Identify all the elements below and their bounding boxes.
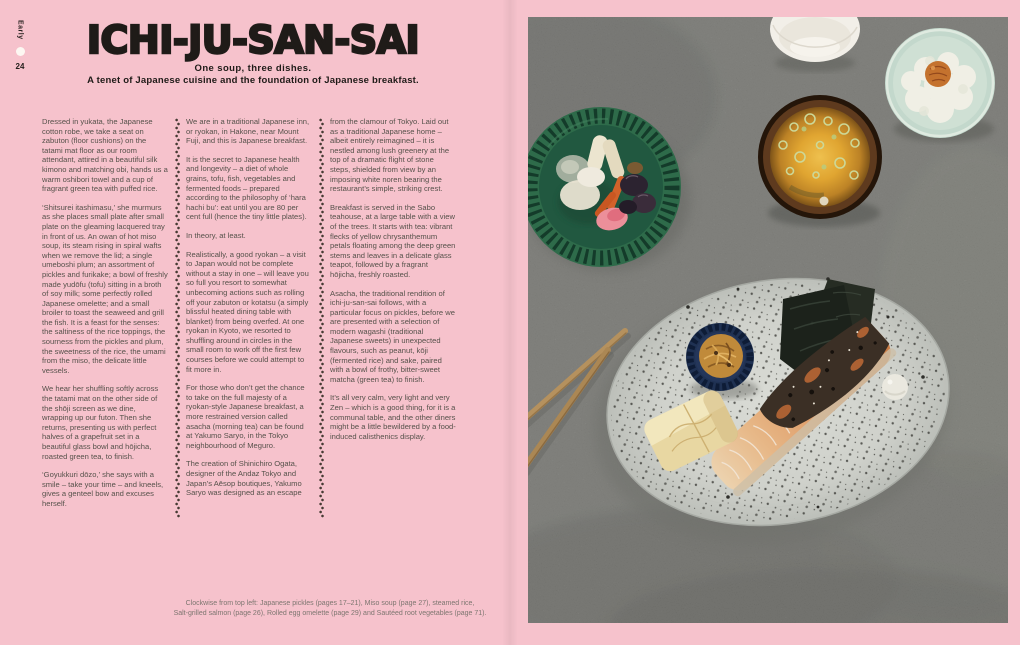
section-dot-icon [16,47,25,56]
caption-line-2: Salt-grilled salmon (page 26), Rolled egg omelette (page 29) and Sautéed root vegetables (page 71). [173,610,487,617]
paragraph: Asacha, the traditional rendition of ichi-ju-san-sai follows, with a particular focus on pickles, before we are presented with a selection of modern wagashi (traditional Japanese sweets) in unexpected flavours, such as peanut, kōji (fermented rice) and sake, paired with a bowl of frothy, bitter-sweet matcha (green tea) to finish. [330,288,455,384]
paragraph: We are in a traditional Japanese inn, or ryokan, in Hakone, near Mount Fuji, and this is Japanese breakfast. [186,117,310,146]
body-text [42,117,456,518]
paragraph: It’s all very calm, very light and very Zen – which is a good thing, for it is a communal table, and the other diners might be a little bewildered by a food-induced calisthenics display. [330,393,456,441]
paragraph: ‘Shitsurei itashimasu,’ she murmurs as she places small plate after small plate on the gleaming lacquered tray in front of us. An owan of hot miso soup, its steam rising in spiral wafts when we remove the lid; a single umeboshi plum; an assortment of pickles and furikake; a bowl of freshly made yudōfu (tofu) sitting in a broth of soy milk; some perfectly rolled Japanese omelette; and a small broiler to toast the seaweed and grill the fish. It is a feast for the senses: the saltiness of the rice toppings, the sourness from the pickles and plum, the sweetness of the rice, the umami from the miso, the delicate little vessels. [42,202,168,375]
text-column-2 [186,117,312,518]
photo-caption [130,599,530,619]
page-title: ICHI-JU-SAN-SAI [86,18,420,62]
text-column-3 [330,117,456,518]
ornament-divider-icon [319,118,324,518]
caption-line-1: Clockwise from top left: Japanese pickles (pages 17–21), Miso soup (page 27), steamed rice, [185,600,475,607]
subtitle-line-2: A tenet of Japanese cuisine and the foundation of Japanese breakfast. [87,75,419,86]
paragraph: It is the secret to Japanese health and longevity – a diet of whole grains, tofu, fish, vegetables and fermented foods – prepared according to the philosophy of ‘hara hachi bu’: eat until you are 80 per cent full (hence the tiny little plates). [186,154,307,222]
paragraph: The creation of Shinichiro Ogata, designer of the Andaz Tokyo and Japan’s Aēsop boutiques, Yakumo Saryo was designed as an escape [186,459,302,498]
steamed-rice-bowl [885,28,995,142]
page-number: 24 [15,61,25,71]
miso-soup-bowl [758,95,882,227]
paragraph: Dressed in yukata, the Japanese cotton robe, we take a seat on zabuton (floor cushions) on the tatami mat floor as our room attendant, attired in a beautiful silk kimono and matching obi, hands us a warm oshibori towel and a cup of fragrant green tea with puffed rice. [42,117,168,194]
paragraph: Breakfast is served in the Sabo teahouse, at a large table with a view of the trees. It starts with tea: vibrant flecks of yellow chrysanthemum petals floating among the deep green stems and leaves in a delicate glass teapot, followed by a fragrant hōjicha, freshly roasted. [330,202,456,279]
paragraph: In theory, at least. [186,230,246,240]
ornament-divider-icon [175,118,180,518]
paragraph: For those who don’t get the chance to take on the full majesty of a ryokan-style Japanese breakfast, a more restrained version called asacha (morning tea) can be found at Yakumo Saryo, in the Tokyo neighbourhood of Meguro. [186,383,305,450]
paragraph: We hear her shuffling softly across the tatami mat on the other side of the shōji screen as we dine, wrapping up our futon. Then she returns, presenting us with perfect halves of a grapefruit set in a beautiful glass bowl and hōjicha, roasted green tea, to finish. [42,384,159,461]
subtitle-line-1: One soup, three dishes. [194,63,312,74]
grated-daikon [882,374,908,400]
umeboshi-plum [925,61,951,87]
text-column-1 [42,117,168,518]
paragraph: from the clamour of Tokyo. Laid out as a traditional Japanese home – albeit entirely reimagined – it is nestled among lush greenery at the top of a dramatic flight of stone steps, shielded from view by an imposing white noren bearing the restaurant’s simple, striking crest. [330,117,450,194]
right-page [510,0,1020,645]
masthead [28,20,478,86]
section-label: Early [16,20,24,40]
white-cup [770,17,860,72]
breakfast-photo [528,17,1008,623]
paragraph: ‘Goyukkuri dōzo,’ she says with a smile – take your time – and kneels, gives a genteel bow and excuses herself. [42,470,164,508]
paragraph: Realistically, a good ryokan – a visit to Japan would not be complete without a stay in one – will leave you so full you resort to somewhat unbecoming actions such as rolling off your zabuton or kotatsu (a simply blissful heated dining table with blanket) from being overfed. At one ryokan in Kyoto, we resorted to shuffling around in circles in the small room to work off the first few courses before we could attempt to fit more in. [186,249,309,374]
